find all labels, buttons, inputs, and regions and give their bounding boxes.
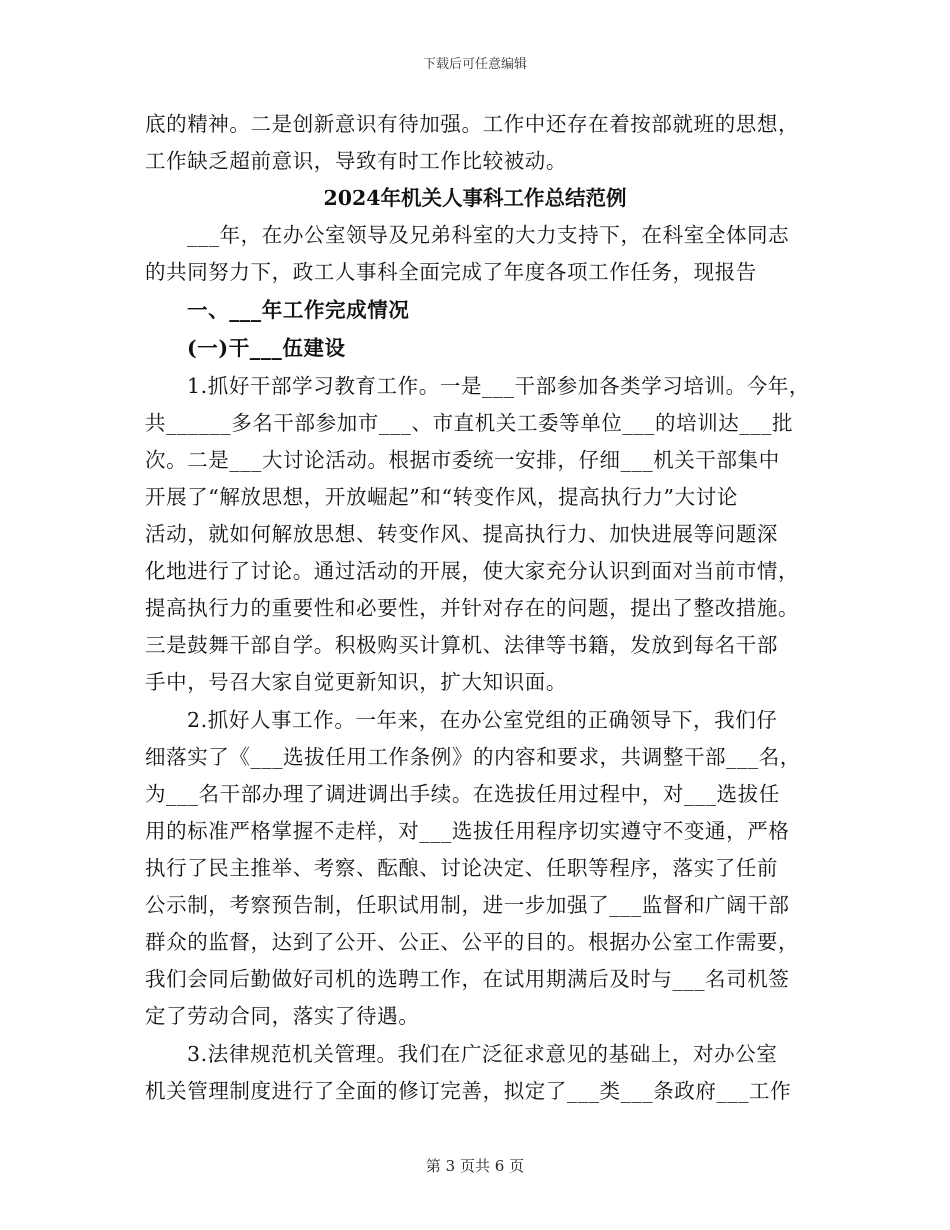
body-line: 公示制，考察预告制，任职试用制，进一步加强了___监督和广阔干部 bbox=[145, 893, 790, 917]
body-line: 机关管理制度进行了全面的修订完善，拟定了___类___条政府___工作 bbox=[145, 1079, 792, 1103]
body-line: 次。二是___大讨论活动。根据市委统一安排，仔细___机关干部集中 bbox=[145, 448, 780, 472]
body-line: 提高执行力的重要性和必要性，并针对存在的问题，提出了整改措施。 bbox=[145, 596, 800, 620]
body-line: 群众的监督，达到了公开、公正、公平的目的。根据办公室工作需要， bbox=[145, 930, 800, 954]
page-number-footer: 第 3 页共 6 页 bbox=[425, 1157, 525, 1175]
body-line: 为___名干部办理了调进调出手续。在选拔任用过程中，对___选拔任 bbox=[145, 782, 780, 806]
body-line: 执行了民主推举、考察、酝酿、讨论决定、任职等程序，落实了任前 bbox=[145, 856, 778, 880]
body-line: 化地进行了讨论。通过活动的开展，使大家充分认识到面对当前市情， bbox=[145, 559, 800, 583]
body-line: 底的精神。二是创新意识有待加强。工作中还存在着按部就班的思想， bbox=[145, 112, 800, 136]
body-line: 1.抓好干部学习教育工作。一是___干部参加各类学习培训。今年， bbox=[187, 374, 811, 398]
body-line: 手中，号召大家自觉更新知识，扩大知识面。 bbox=[145, 670, 567, 694]
body-line: 的共同努力下，政工人事科全面完成了年度各项工作任务，现报告 bbox=[145, 260, 757, 284]
body-line: 三是鼓舞干部自学。积极购买计算机、法律等书籍，发放到每名干部 bbox=[145, 633, 778, 657]
body-line: 活动，就如何解放思想、转变作风、提高执行力、加快进展等问题深 bbox=[145, 522, 778, 546]
page-header: 下载后可任意编辑 bbox=[422, 57, 527, 72]
heading-level-1: 一、___年工作完成情况 bbox=[187, 298, 410, 322]
body-line: 我们会同后勤做好司机的选聘工作，在试用期满后及时与___名司机签 bbox=[145, 967, 790, 991]
body-line: 定了劳动合同，落实了待遇。 bbox=[145, 1004, 420, 1028]
body-line: ___年，在办公室领导及兄弟科室的大力支持下，在科室全体同志 bbox=[187, 223, 790, 247]
body-line: 细落实了《___选拔任用工作条例》的内容和要求，共调整干部___名， bbox=[145, 745, 801, 769]
body-line: 共______多名干部参加市___、市直机关工委等单位___的培训达___批 bbox=[145, 411, 794, 435]
body-line: 开展了“解放思想，开放崛起”和“转变作风，提高执行力”大讨论 bbox=[145, 485, 738, 509]
section-title: 2024年机关人事科工作总结范例 bbox=[323, 186, 627, 210]
body-line: 工作缺乏超前意识，导致有时工作比较被动。 bbox=[145, 149, 567, 173]
body-line: 2.抓好人事工作。一年来，在办公室党组的正确领导下，我们仔 bbox=[187, 708, 778, 732]
heading-level-2: (一)干___伍建设 bbox=[187, 336, 346, 360]
body-line: 3.法律规范机关管理。我们在广泛征求意见的基础上，对办公室 bbox=[187, 1042, 778, 1066]
body-line: 用的标准严格掌握不走样，对___选拔任用程序切实遵守不变通，严格 bbox=[145, 819, 790, 843]
